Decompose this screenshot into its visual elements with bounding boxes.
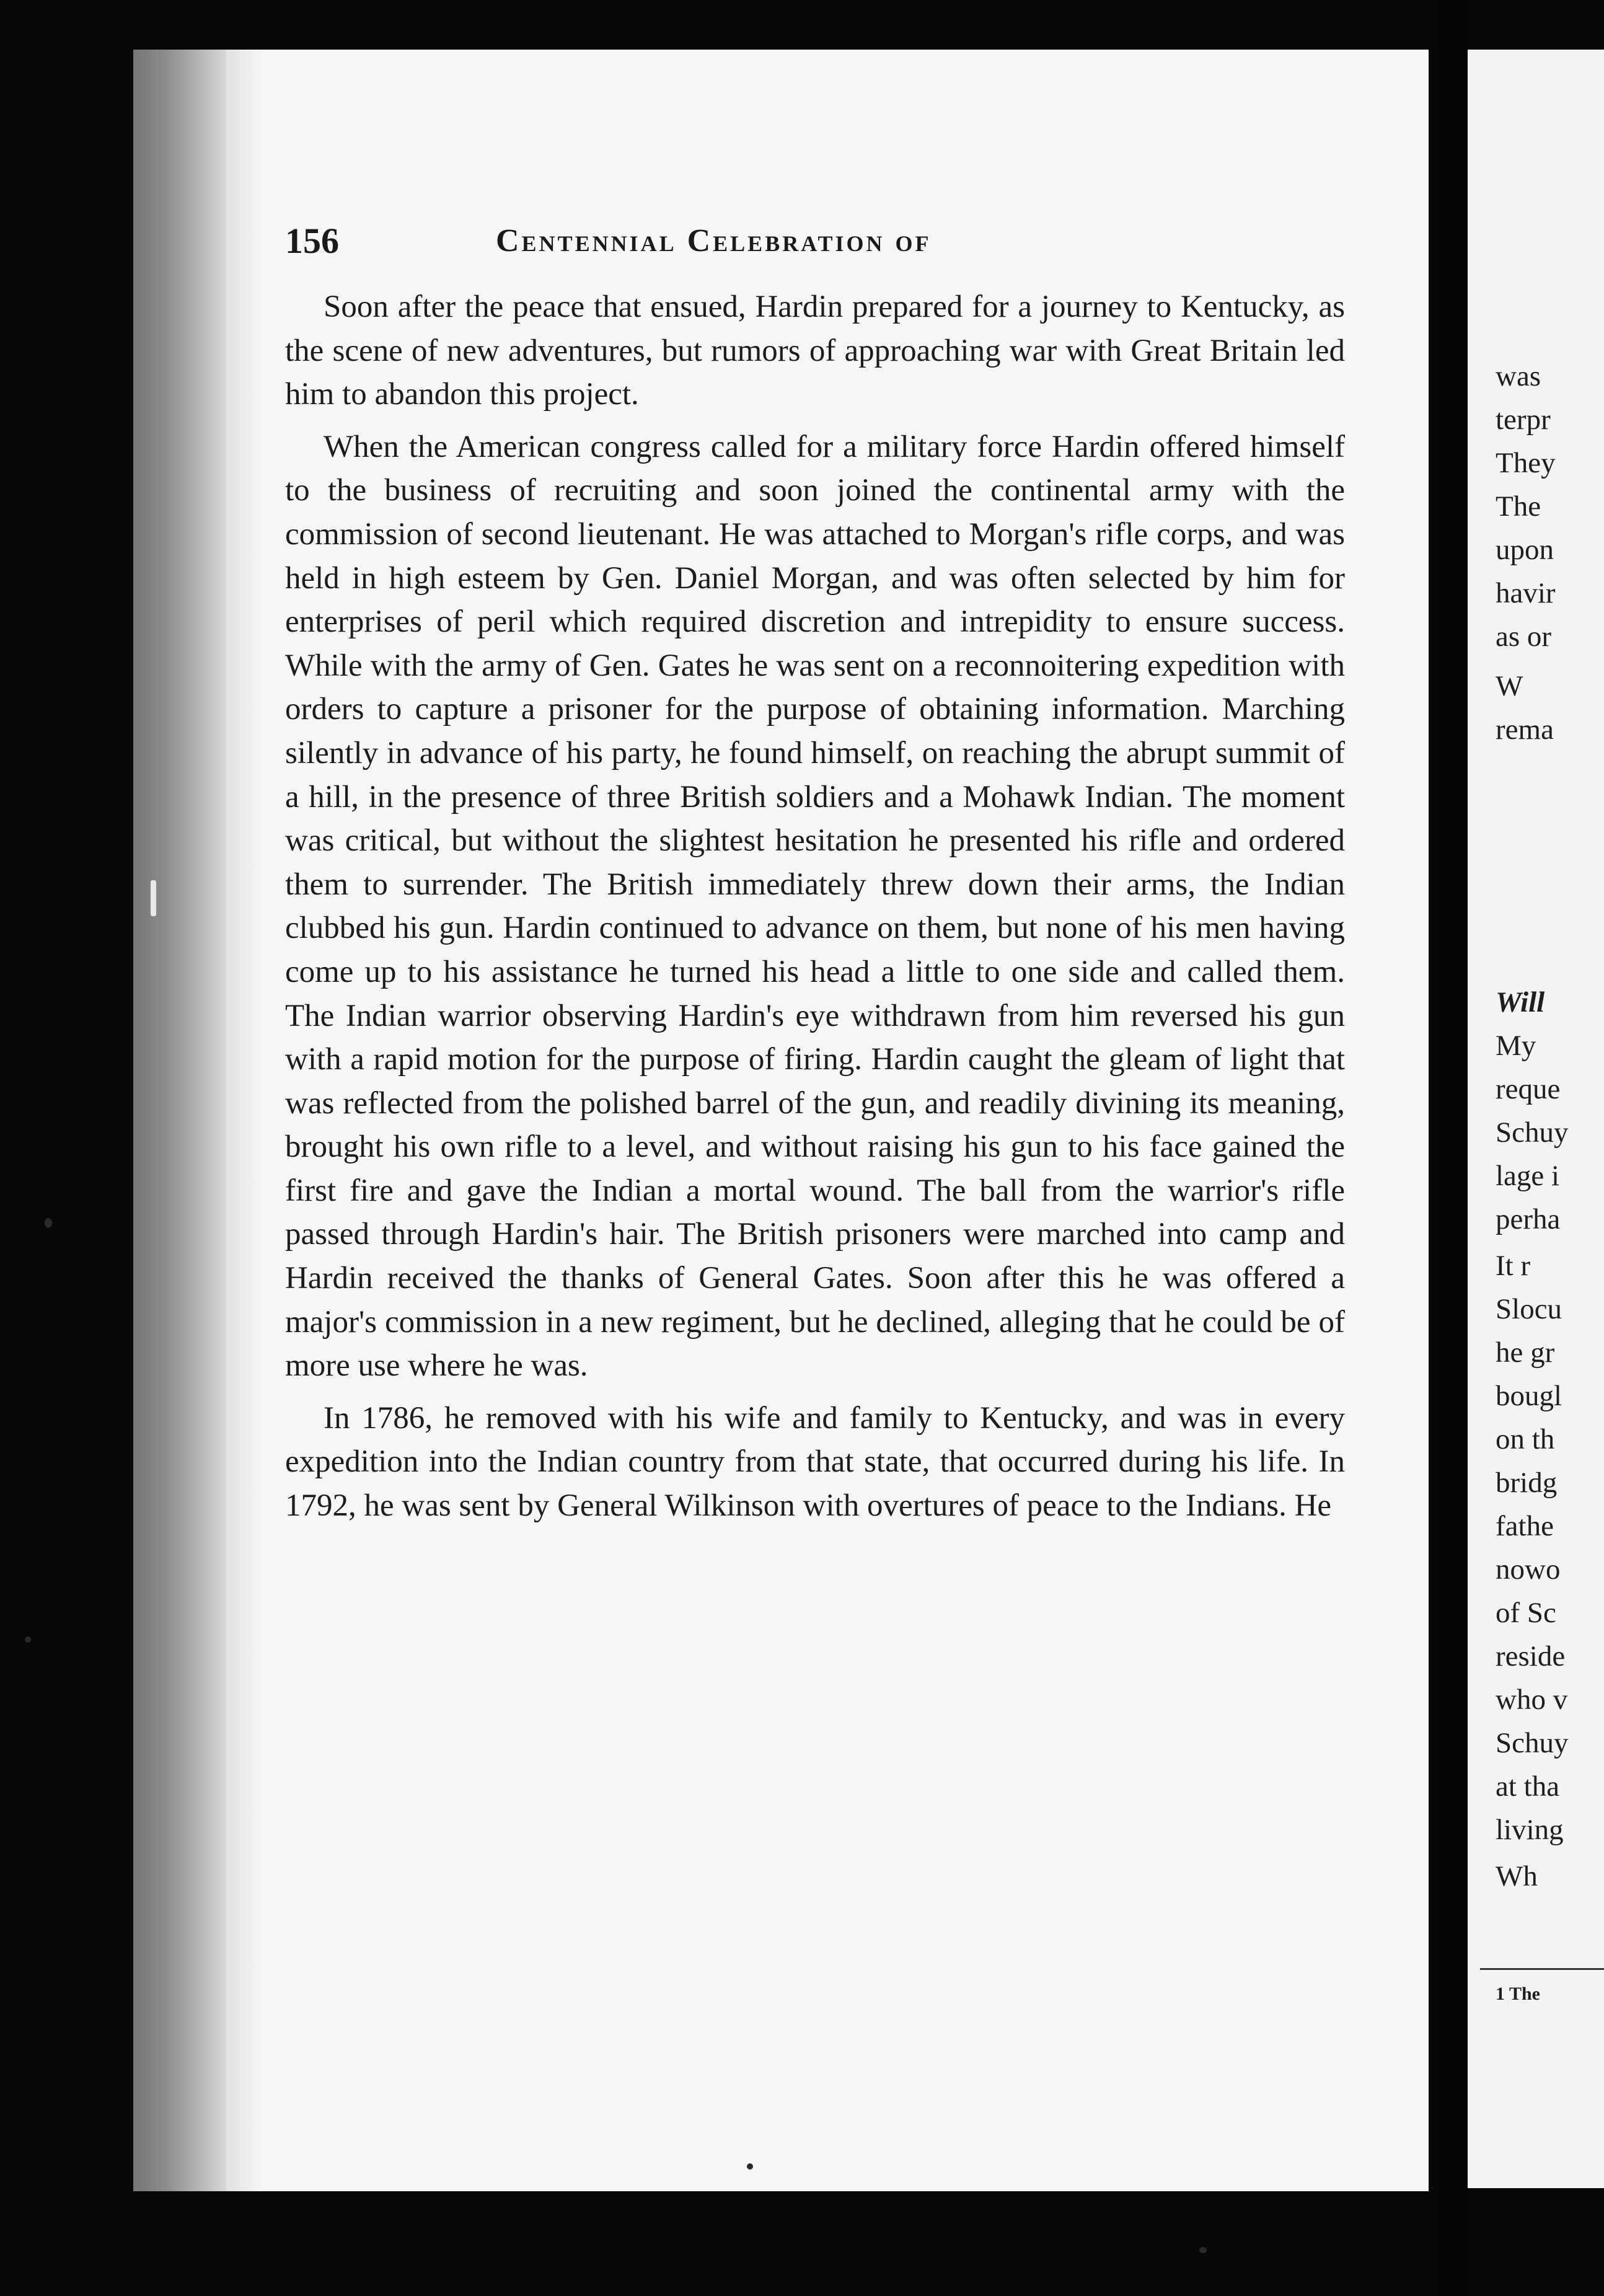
scan-artifact [45, 1218, 52, 1228]
gutter-fade [226, 50, 263, 2191]
fragment: living [1496, 1814, 1564, 1846]
scan-artifact [747, 2163, 753, 2170]
fragment: perha [1496, 1203, 1561, 1235]
page-header [285, 220, 1122, 276]
footnote-fragment: 1 The [1496, 1984, 1540, 2004]
right-page-fragment [1468, 50, 1604, 2188]
fragment: Wh [1496, 1860, 1538, 1892]
scan-artifact [25, 1636, 31, 1643]
fragment: on th [1496, 1423, 1555, 1455]
fragment: terpr [1496, 404, 1551, 436]
fragment: as or [1496, 620, 1552, 653]
fragment: Will [1496, 986, 1545, 1018]
paragraph: When the American congress called for a military force Hardin offered himself to the business of recruiting and soon joined the continental army with the commission of second lieutenant. He was attached to Morgan's rifle corps, and was held in high esteem by Gen. Daniel Morgan, and was often selected by him for enterprises of peril which required discretion and intrepidity to ensure success. While with the army of Gen. Gates he was sent on a reconnoitering expedition with orders to capture a prisoner for the purpose of obtaining information. Marching silently in advance of his party, he found himself, on reaching the abrupt summit of a hill, in the presence of three British soldiers and a Mohawk Indian. The moment was critical, but without the slightest hesitation he presented his rifle and ordered them to surrender. The British immediately threw down their arms, the Indian clubbed his gun. Hardin continued to advance on them, but none of his men having come up to his assistance he turned his head a little to one side and called them. The Indian warrior observing Hardin's eye withdrawn from him reversed his gun with a rapid motion for the purpose of firing. Hardin caught the gleam of light that was reflected from the polished barrel of the gun, and readily divining its meaning, brought his own rifle to a level, and without raising his gun to his face gained the first fire and gave the Indian a mortal wound. The ball from the warrior's rifle passed through Hardin's hair. The British prisoners were marched into camp and Hardin received the thanks of General Gates. Soon after this he was offered a major's commission in a new regiment, but he declined, alleging that he could be of more use where he was. [285, 429, 1345, 1384]
fragment: My [1496, 1030, 1536, 1062]
fragment: bougl [1496, 1380, 1562, 1412]
fragment: bridg [1496, 1467, 1558, 1499]
scan-artifact [1199, 2247, 1207, 2253]
fragment: upon [1496, 534, 1554, 566]
footnote-rule [1480, 1968, 1604, 1970]
paragraph: Soon after the peace that ensued, Hardin prepared for a journey to Kentucky, as the scene of new adventures, but rumors of approaching war with Great Britain led him to abandon this project. [285, 289, 1345, 412]
paragraph: In 1786, he removed with his wife and family to Kentucky, and was in every expedition into the Indian country from that state, that occurred during his life. In 1792, he was sent by General Wilkinson with overtures of peace to the Indians. He [285, 1400, 1345, 1524]
fragment: reside [1496, 1640, 1566, 1672]
page-gutter-shadow [133, 50, 226, 2191]
book-spine-gap [1438, 0, 1468, 2296]
fragment: was [1496, 360, 1541, 392]
fragment: nowo [1496, 1553, 1561, 1586]
fragment: he gr [1496, 1336, 1555, 1369]
running-head: Centennial Celebration of [496, 223, 932, 258]
fragment: of Sc [1496, 1597, 1556, 1629]
fragment: who v [1496, 1684, 1568, 1716]
page-number: 156 [285, 221, 339, 261]
fragment: They [1496, 447, 1556, 479]
fragment: It r [1496, 1250, 1531, 1282]
fragment: rema [1496, 713, 1554, 746]
fragment: Schuy [1496, 1116, 1569, 1149]
fragment: The [1496, 490, 1541, 523]
fragment: lage i [1496, 1160, 1560, 1192]
fragment: havir [1496, 577, 1556, 609]
fragment: Slocu [1496, 1293, 1562, 1325]
body-text [285, 285, 1345, 1537]
fragment: Schuy [1496, 1727, 1569, 1759]
fragment: fathe [1496, 1510, 1554, 1542]
fragment: W [1496, 670, 1523, 702]
scan-artifact [151, 880, 156, 916]
fragment: at tha [1496, 1770, 1560, 1803]
fragment: reque [1496, 1073, 1561, 1105]
